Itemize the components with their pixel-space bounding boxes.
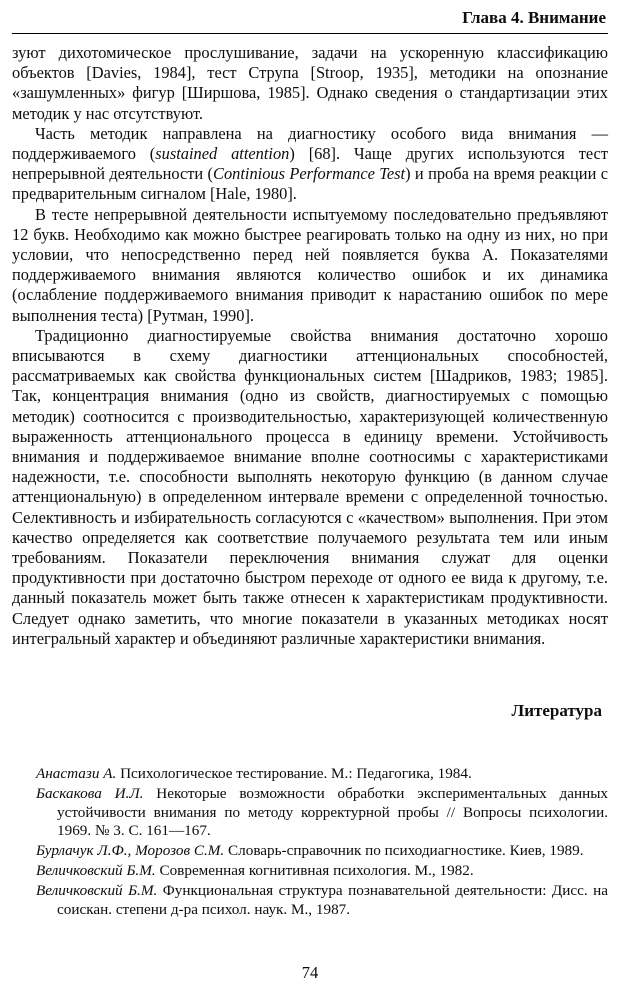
page-number: 74 xyxy=(301,963,319,982)
bibliography-entry: Величковский Б.М. Функциональная структура познавательной деятельности: Дисс. на соискан. степени д-ра психол. наук. М., 1987. xyxy=(36,881,608,918)
paragraph: В тесте непрерывной деятельности испытуемому последовательно предъявляют 12 букв. Необходимо как можно быстрее реагировать только на одну из них, но при условии, что непосредственно перед ней появляется буква А. Показателями поддерживаемого внимания являются количество ошибок и их динамика (ослабление поддерживаемого внимания приводит к нарастанию ошибок по мере выполнения теста) [Рутман, 1990]. xyxy=(12,204,608,325)
paragraph: зуют дихотомическое прослушивание, задачи на ускоренную классификацию объектов [Davies, 1984], тест Струпа [Stroop, 1935], методики на опознание «зашумленных» фигур [Ширшова, 1985]. Однако сведения о стандартизации этих методик у нас отсутствуют. xyxy=(12,43,608,123)
bibliography-entry: Бурлачук Л.Ф., Морозов С.М. Словарь-справочник по психодиагностике. Киев, 1989. xyxy=(36,842,584,860)
literature-heading: Литература xyxy=(511,701,602,721)
page-header xyxy=(12,8,608,34)
bibliography-entry: Анастази А. Психологическое тестирование. М.: Педагогика, 1984. xyxy=(36,765,472,783)
bibliography-entry: Величковский Б.М. Современная когнитивная психология. М., 1982. xyxy=(36,862,474,880)
bibliography xyxy=(12,765,608,919)
header-rule xyxy=(12,33,608,34)
chapter-running-head: Глава 4. Внимание xyxy=(462,8,606,27)
paragraph: Часть методик направлена на диагностику особого вида внимания — поддерживаемого (sustained attention) [68]. Чаще других используются тест непрерывной деятельности (Continious Performance Test) и проба на время реакции с предварительным сигналом [Hale, 1980]. xyxy=(12,123,608,204)
body-text xyxy=(12,43,608,649)
paragraph: Традиционно диагностируемые свойства внимания достаточно хорошо вписываются в схему диагностики аттенциональных способностей, рассматриваемых как свойства функциональных систем [Шадриков, 1983; 1985]. Так, концентрация внимания (одно из свойств, диагностируемых с помощью методик) соотносится с производительностью, характеризующей количественную выраженность аттенционального процесса в единицу времени. Устойчивость внимания и поддерживаемое внимание вполне соотносимы с характеристиками надежности, т.е. способности выполнять некоторую функцию (в данном случае аттенциональную) в определенном интервале времени с определенной точностью. Селективность и избирательность согласуются с «качеством» выполнения. При этом качество определяется как соответствие получаемого результата тем или иным требованиям. Показатели переключения внимания служат для оценки продуктивности при достаточно быстром переходе от одного ее вида к другому, т.е. данный показатель может быть также отнесен к характеристикам продуктивности. Следует однако заметить, что многие показатели в указанных методиках носят интегральный характер и объединяют различные характеристики внимания. xyxy=(12,325,608,648)
bibliography-entry: Баскакова И.Л. Некоторые возможности обработки экспериментальных данных устойчивости внимания по методу корректурной пробы // Вопросы психологии. 1969. № 3. С. 161—167. xyxy=(36,784,608,840)
